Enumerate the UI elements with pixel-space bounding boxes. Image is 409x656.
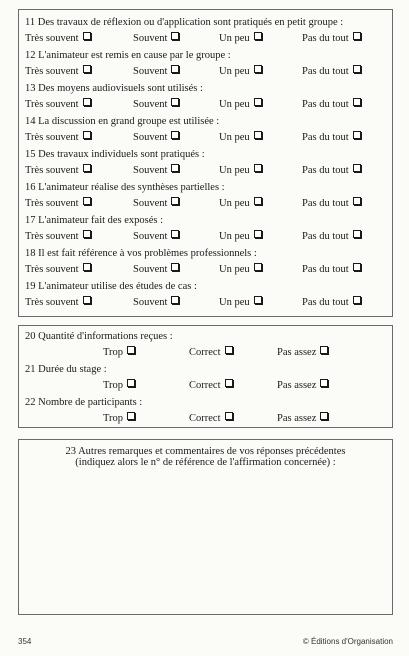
answer-option[interactable] <box>25 263 91 275</box>
answer-option[interactable] <box>103 346 135 358</box>
question-item <box>25 281 385 314</box>
checkbox-icon[interactable] <box>353 131 361 139</box>
answer-option[interactable] <box>277 412 328 424</box>
answer-option[interactable] <box>219 230 262 242</box>
checkbox-icon[interactable] <box>171 296 179 304</box>
answer-option[interactable] <box>25 230 91 242</box>
comments-box[interactable] <box>18 439 393 615</box>
question-item <box>25 17 385 50</box>
answer-option[interactable] <box>133 32 179 44</box>
checkbox-icon[interactable] <box>83 65 91 73</box>
answer-option-label: Souvent <box>133 132 168 143</box>
answer-option[interactable] <box>25 131 91 143</box>
checkbox-icon[interactable] <box>83 131 91 139</box>
answer-option-label: Très souvent <box>25 132 79 143</box>
question-item <box>25 331 385 364</box>
answer-option-label: Pas du tout <box>302 33 349 44</box>
answer-option-label: Souvent <box>133 66 168 77</box>
question-title: 14 La discussion en grand groupe est utilisée : <box>25 116 220 127</box>
checkbox-icon[interactable] <box>171 131 179 139</box>
answer-option[interactable] <box>277 379 328 391</box>
answer-option-label: Pas assez <box>277 413 317 424</box>
checkbox-icon[interactable] <box>353 263 361 271</box>
question-title: 20 Quantité d'informations reçues : <box>25 331 173 342</box>
checkbox-icon[interactable] <box>225 412 233 420</box>
question-title: 17 L'animateur fait des exposés : <box>25 215 164 226</box>
answer-option-label: Un peu <box>219 132 250 143</box>
answer-option[interactable] <box>133 263 179 275</box>
answer-option[interactable] <box>133 296 179 308</box>
answer-option-label: Correct <box>189 347 221 358</box>
question-item <box>25 397 385 430</box>
answer-option-label: Très souvent <box>25 33 79 44</box>
answer-option-label: Pas assez <box>277 380 317 391</box>
answer-option[interactable] <box>219 98 262 110</box>
question-23-line2: (indiquez alors le n° de référence de l'affirmation concernée) : <box>75 457 336 468</box>
checkbox-icon[interactable] <box>320 346 328 354</box>
checkbox-icon[interactable] <box>254 296 262 304</box>
checkbox-icon[interactable] <box>225 346 233 354</box>
checkbox-icon[interactable] <box>353 32 361 40</box>
checkbox-icon[interactable] <box>254 230 262 238</box>
question-title: 22 Nombre de participants : <box>25 397 143 408</box>
answer-option-label: Un peu <box>219 33 250 44</box>
answer-option[interactable] <box>219 263 262 275</box>
answer-option-label: Pas du tout <box>302 99 349 110</box>
checkbox-icon[interactable] <box>353 197 361 205</box>
answer-option-label: Un peu <box>219 297 250 308</box>
checkbox-icon[interactable] <box>171 164 179 172</box>
answer-option[interactable] <box>25 65 91 77</box>
answer-option-label: Un peu <box>219 198 250 209</box>
answer-option[interactable] <box>219 197 262 209</box>
checkbox-icon[interactable] <box>127 412 135 420</box>
answer-option-label: Un peu <box>219 99 250 110</box>
question-23-line1: 23 Autres remarques et commentaires de vos réponses précédentes <box>65 446 346 457</box>
checkbox-icon[interactable] <box>171 197 179 205</box>
answer-option-label: Pas assez <box>277 347 317 358</box>
answer-option[interactable] <box>25 296 91 308</box>
answer-option[interactable] <box>133 98 179 110</box>
answer-option-label: Pas du tout <box>302 66 349 77</box>
checkbox-icon[interactable] <box>171 230 179 238</box>
checkbox-icon[interactable] <box>83 263 91 271</box>
answer-option-label: Pas du tout <box>302 132 349 143</box>
answer-option-label: Pas du tout <box>302 297 349 308</box>
checkbox-icon[interactable] <box>254 65 262 73</box>
checkbox-icon[interactable] <box>171 65 179 73</box>
answer-option[interactable] <box>103 379 135 391</box>
answer-option[interactable] <box>133 164 179 176</box>
answer-option[interactable] <box>133 131 179 143</box>
checkbox-icon[interactable] <box>353 164 361 172</box>
answer-option[interactable] <box>302 197 361 209</box>
checkbox-icon[interactable] <box>83 197 91 205</box>
answer-option[interactable] <box>219 296 262 308</box>
answer-option[interactable] <box>302 263 361 275</box>
answer-option[interactable] <box>103 412 135 424</box>
question-item <box>25 116 385 149</box>
checkbox-icon[interactable] <box>83 296 91 304</box>
answer-option[interactable] <box>302 296 361 308</box>
quantity-questions-box <box>18 325 393 428</box>
answer-option[interactable] <box>219 32 262 44</box>
question-title: 16 L'animateur réalise des synthèses partielles : <box>25 182 225 193</box>
answer-option-label: Pas du tout <box>302 264 349 275</box>
question-item <box>25 50 385 83</box>
answer-option-label: Souvent <box>133 99 168 110</box>
answer-option[interactable] <box>25 164 91 176</box>
answer-option[interactable] <box>25 197 91 209</box>
checkbox-icon[interactable] <box>254 164 262 172</box>
answer-option-label: Trop <box>103 413 124 424</box>
answer-option-label: Trop <box>103 380 124 391</box>
answer-option-label: Très souvent <box>25 66 79 77</box>
checkbox-icon[interactable] <box>83 164 91 172</box>
answer-option-label: Pas du tout <box>302 165 349 176</box>
checkbox-icon[interactable] <box>225 379 233 387</box>
question-title: 18 Il est fait référence à vos problèmes professionnels : <box>25 248 257 259</box>
answer-option[interactable] <box>133 197 179 209</box>
answer-option-label: Pas du tout <box>302 231 349 242</box>
answer-option-label: Très souvent <box>25 231 79 242</box>
answer-option-label: Très souvent <box>25 297 79 308</box>
checkbox-icon[interactable] <box>171 32 179 40</box>
answer-option[interactable] <box>302 230 361 242</box>
question-title: 21 Durée du stage : <box>25 364 107 375</box>
answer-option-label: Correct <box>189 413 221 424</box>
question-title: 13 Des moyens audiovisuels sont utilisés : <box>25 83 203 94</box>
answer-option[interactable] <box>25 32 91 44</box>
question-item <box>25 248 385 281</box>
answer-option[interactable] <box>302 131 361 143</box>
answer-option-label: Souvent <box>133 231 168 242</box>
checkbox-icon[interactable] <box>171 263 179 271</box>
checkbox-icon[interactable] <box>320 412 328 420</box>
checkbox-icon[interactable] <box>353 98 361 106</box>
checkbox-icon[interactable] <box>171 98 179 106</box>
answer-option[interactable] <box>133 65 179 77</box>
checkbox-icon[interactable] <box>254 98 262 106</box>
checkbox-icon[interactable] <box>254 197 262 205</box>
answer-option-label: Un peu <box>219 231 250 242</box>
checkbox-icon[interactable] <box>353 230 361 238</box>
answer-option-label: Un peu <box>219 165 250 176</box>
answer-option[interactable] <box>189 412 233 424</box>
question-item <box>25 182 385 215</box>
question-item <box>25 215 385 248</box>
answer-option-label: Très souvent <box>25 99 79 110</box>
checkbox-icon[interactable] <box>254 131 262 139</box>
question-title: 12 L'animateur est remis en cause par le groupe : <box>25 50 231 61</box>
answer-option-label: Très souvent <box>25 198 79 209</box>
question-23 <box>19 446 392 468</box>
question-title: 19 L'animateur utilise des études de cas : <box>25 281 197 292</box>
answer-option[interactable] <box>25 98 91 110</box>
answer-option-label: Correct <box>189 380 221 391</box>
question-item <box>25 83 385 116</box>
question-item <box>25 364 385 397</box>
answer-option-label: Très souvent <box>25 264 79 275</box>
answer-option[interactable] <box>302 65 361 77</box>
frequency-questions-box <box>18 9 393 317</box>
answer-option[interactable] <box>219 65 262 77</box>
answer-option[interactable] <box>302 98 361 110</box>
checkbox-icon[interactable] <box>127 346 135 354</box>
answer-option[interactable] <box>133 230 179 242</box>
answer-option-label: Souvent <box>133 297 168 308</box>
answer-option-label: Souvent <box>133 165 168 176</box>
copyright-notice: © Éditions d'Organisation <box>302 637 393 646</box>
question-item <box>25 149 385 182</box>
answer-option[interactable] <box>189 346 233 358</box>
checkbox-icon[interactable] <box>83 32 91 40</box>
answer-option-label: Très souvent <box>25 165 79 176</box>
checkbox-icon[interactable] <box>254 32 262 40</box>
answer-option-label: Pas du tout <box>302 198 349 209</box>
answer-option-label: Souvent <box>133 33 168 44</box>
answer-option-label: Trop <box>103 347 124 358</box>
answer-option[interactable] <box>219 164 262 176</box>
answer-option-label: Souvent <box>133 264 168 275</box>
checkbox-icon[interactable] <box>254 263 262 271</box>
checkbox-icon[interactable] <box>83 230 91 238</box>
answer-option[interactable] <box>302 164 361 176</box>
answer-option-label: Un peu <box>219 264 250 275</box>
checkbox-icon[interactable] <box>127 379 135 387</box>
answer-option-label: Souvent <box>133 198 168 209</box>
answer-option[interactable] <box>277 346 328 358</box>
answer-option-label: Un peu <box>219 66 250 77</box>
checkbox-icon[interactable] <box>353 65 361 73</box>
checkbox-icon[interactable] <box>353 296 361 304</box>
answer-option[interactable] <box>219 131 262 143</box>
page-number: 354 <box>18 637 32 646</box>
checkbox-icon[interactable] <box>320 379 328 387</box>
question-title: 15 Des travaux individuels sont pratiqués : <box>25 149 205 160</box>
answer-option[interactable] <box>189 379 233 391</box>
checkbox-icon[interactable] <box>83 98 91 106</box>
answer-option[interactable] <box>302 32 361 44</box>
question-title: 11 Des travaux de réflexion ou d'application sont pratiqués en petit groupe : <box>25 17 344 28</box>
